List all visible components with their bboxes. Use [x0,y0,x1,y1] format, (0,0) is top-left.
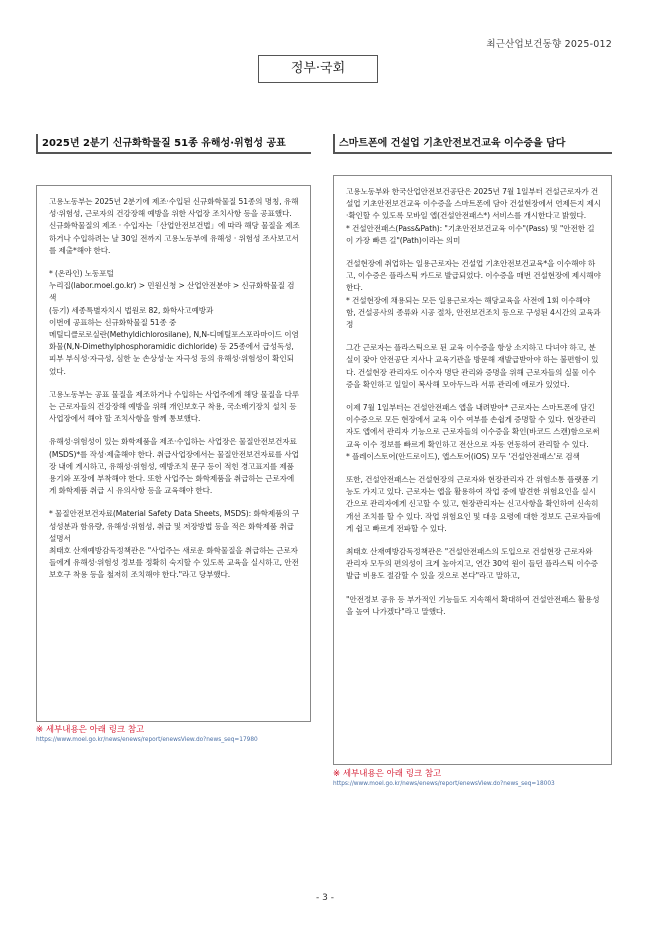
left-details-note: ※ 세부내용은 아래 링크 참고 [36,725,145,735]
right-article-title: 스마트폰에 건설업 기초안전보건교육 이수증을 담다 [333,134,612,154]
paragraph: 건설현장에 취업하는 일용근로자는 건설업 기초안전보건교육*을 이수해야 하고, 이수증은 플라스틱 카드로 발급되었다. 이수증을 매번 건설현장에 제시해야 한다. * 건설현장에 채용되는 모든 일용근로자는 해당교육을 사전에 1회 이수해야 함, 건설공사의 종류와 시공 절차, 안전보건조치 등으로 구성된 4시간의 교육과정 [346,259,601,330]
left-source-link[interactable]: https://www.moel.go.kr/news/enews/report/enewsView.do?news_seq=17980 [36,737,258,743]
section-title: 정부·국회 [258,55,378,83]
paragraph: 고용노동부는 공표 물질을 제조하거나 수입하는 사업주에게 해당 물질을 다루는 근로자들의 건강장해 예방을 위해 개인보호구 착용, 국소배기장치 설치 등 사업장에서 해야 할 조치사항을 함께 통보했다. [49,389,300,424]
paragraph: 유해성·위험성이 있는 화학제품을 제조·수입하는 사업장은 물질안전보건자료 (MSDS)*를 작성·제출해야 한다. 취급사업장에서는 물질안전보건자료를 사업장 내에 게시하고, 유해성·위험성, 예방조치 문구 등이 적힌 경고표지를 제품 용기와 포장에 부착해야 한다. 또한 사업주는 화학제품을 취급하는 근로자에게 화학제품 취급 시 유의사항 등을 교육해야 한다. [49,437,299,496]
paragraph: 고용노동부는 2025년 2분기에 제조·수입된 신규화학물질 51종의 명칭, 유해성·위험성, 근로자의 건강장해 예방을 위한 사업장 조치사항 등을 공표했다. 신규화학물질의 제조 · 수입자는「산업안전보건법」에 따라 해당 물질을 제조하거나 수입하려는 날 30일 전까지 고용노동부에 유해성 · 위험성 조사보고서를 제출*해야 한다. [49,197,300,255]
right-source-link[interactable]: https://www.moel.go.kr/news/enews/report/enewsView.do?news_seq=18003 [333,781,555,787]
paragraph: 고용노동부와 한국산업안전보건공단은 2025년 7월 1일부터 건설근로자가 건설업 기초안전보건교육 이수증을 스마트폰에 담아 건설현장에서 언제든지 제시·확인할 수 있도록 모바일 앱(건설안전패스*) 서비스를 개시한다고 밝혔다. * 건설안전패스(Pass&Path): "기초안전보건교육 이수"(Pass) 및 "안전한 길이 가장 빠른 길"(Path)이라는 의미 [346,187,601,245]
left-article-body [36,185,311,722]
right-article-body [333,175,612,765]
paragraph: 또한, 건설안전패스는 건설현장의 근로자와 현장관리자 간 위험소통 플랫폼 기능도 가지고 있다. 근로자는 앱을 활용하여 작업 중에 발견한 위험요인을 실시간으로 관리자에게 신고할 수 있고, 현장관리자는 신고사항을 확인하여 신속히 개선 조치를 할 수 있다. 작업 위험요인 및 대응 요령에 대한 정보도 근로자들에게 쉽고 빠르게 전파할 수 있다. [346,475,601,533]
right-details-note: ※ 세부내용은 아래 링크 참고 [333,769,442,779]
paragraph: * 물질안전보건자료(Material Safety Data Sheets, MSDS): 화학제품의 구성성분과 함유량, 유해성·위험성, 취급 및 저장방법 등을 적은 화학제품 취급설명서 최태호 산재예방감독정책관은 "사업주는 새로운 화학물질을 취급하는 근로자들에게 유해성·위험성 정보를 정확히 숙지할 수 있도록 교육을 실시하고, 안전 보호구 착용 등을 철저히 조치해야 한다."라고 당부했다. [49,509,300,580]
page-number: - 3 - [316,893,334,903]
paragraph: "안전정보 공유 등 부가적인 기능들도 지속해서 확대하여 건설안전패스 활용성을 높여 나가겠다"라고 말했다. [346,594,600,616]
publication-header: 최근산업보건동향 2025-012 [486,39,612,50]
paragraph: 최태호 산재예방감독정책관은 "건설안전패스의 도입으로 건설현장 근로자와 관리자 모두의 편의성이 크게 높아지고, 연간 30억 원이 들던 플라스틱 이수증 발급 비용도 절감할 수 있을 것으로 본다"라고 말하고, [346,547,598,581]
left-article-title: 2025년 2분기 신규화학물질 51종 유해성·위험성 공표 [36,134,311,154]
paragraph: * (온라인) 노동포털 누리집(labor.moel.go.kr) > 민원신청 > 산업안전분야 > 신규화학물질 검색 (등기) 세종특별자치시 법원로 82, 화학사고예방과 이번에 공표하는 신규화학물질 51종 중 메틸디클로로실란(Methyldichlorosilane), N,N-디메틸포스포라마이드 이염화물(N,N-Dimethylphosphoramidic dichloride) 등 25종에서 급성독성, 피부 부식성·자극성, 심한 눈 손상성·눈 자극성 등의 유해성·위험성이 확인되었다. [49,269,299,376]
paragraph: 그간 근로자는 플라스틱으로 된 교육 이수증을 항상 소지하고 다녀야 하고, 분실이 잦아 안전공단 지사나 교육기관을 방문해 재발급받아야 하는 불편함이 있다. 건설현장 관리자도 이수자 명단 관리와 증명을 위해 근로자들의 실물 이수증을 확인하고 일일이 복사해 모아두느라 서류 관리에 애로가 있었다. [346,343,599,389]
paragraph: 이제 7월 1일부터는 건설안전패스 앱을 내려받아* 근로자는 스마트폰에 담긴 이수증으로 모든 현장에서 교육 이수 여부를 손쉽게 증명할 수 있다. 현장관리자도 앱에서 관리자 기능으로 근로자들의 이수증을 확인(바코드 스캔)함으로써 교육 이수 정보를 빠르게 확인하고 전산으로 자동 연동하여 관리할 수 있다. * 플레이스토어(안드로이드), 앱스토어(iOS) 모두 '건설안전패스'로 검색 [346,403,600,461]
